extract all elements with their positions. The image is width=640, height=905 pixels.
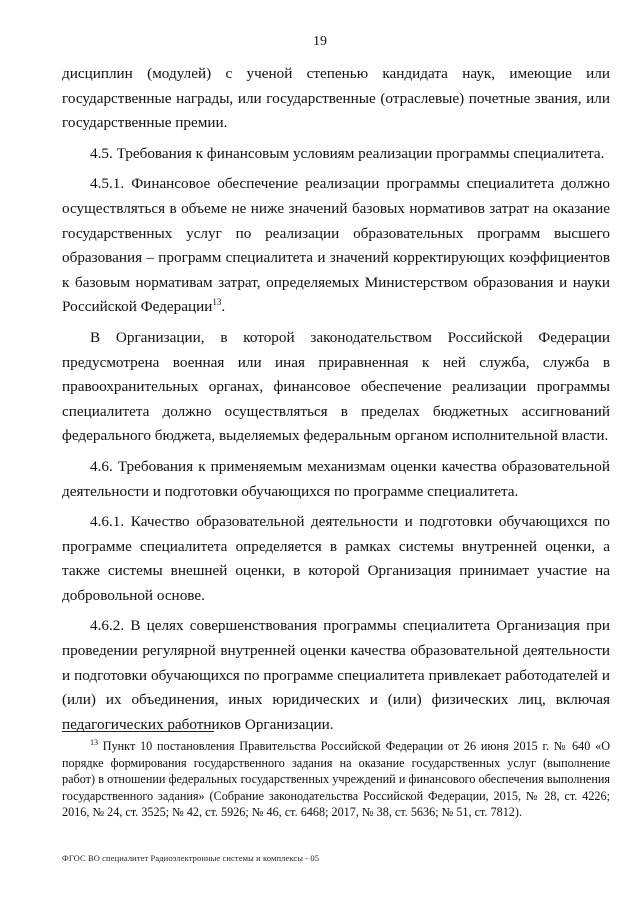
footnote bbox=[62, 738, 610, 821]
footnote-reference[interactable]: 13 bbox=[212, 297, 222, 308]
paragraph-4-5-1 bbox=[62, 172, 610, 320]
paragraph-military: В Организации, в которой законодательством Российской Федерации предусмотрена военная или иная приравненная к ней служба, служба в правоохранительных органах, финансовое обеспечение реализации программы специалитета должно осуществляться в пределах бюджетных ассигнований федерального бюджета, выделяемых федеральным органом исполнительной власти. bbox=[62, 328, 610, 445]
paragraph-4-6-1: 4.6.1. Качество образовательной деятельности и подготовки обучающихся по программе специалитета определяется в рамках системы внутренней оценки, а также системы внешней оценки, в которой Организация принимает участие на добровольной основе. bbox=[62, 513, 610, 604]
paragraph-4-5-1-text: 4.5.1. Финансовое обеспечение реализации программы специалитета должно осуществляться в объеме не ниже значений базовых нормативов затрат на оказание государственных услуг по реализации образовательных программ высшего образования – программ специалитета и значений корректирующих коэффициентов к базовым нормативам затрат, определяемых Министерством образования и науки Российской Федерации bbox=[62, 175, 610, 316]
paragraph-4-6-2: 4.6.2. В целях совершенствования программы специалитета Организация при проведении регулярной внутренней оценки качества образовательной деятельности и подготовки обучающихся по программе специалитета привлекает работодателей и (или) их объединения, иных юридических и (или) физических лиц, включая педагогических работников Организации. bbox=[62, 617, 610, 733]
footnote-marker: 13 bbox=[90, 737, 98, 747]
body-text bbox=[62, 62, 610, 737]
footnote-text: Пункт 10 постановления Правительства Российской Федерации от 26 июня 2015 г. № 640 «О порядке формирования государственного задания на оказание государственных услуг (выполнение работ) в отношении федеральных государственных учреждений и финансового обеспечения выполнения государственного задания» (Собрание законодательства Российской Федерации, 2015, № 28, ст. 4226; 2016, № 24, ст. 3525; № 42, ст. 5926; № 46, ст. 6468; 2017, № 38, ст. 5636; № 51, ст. 7812). bbox=[62, 739, 610, 820]
paragraph-continuation: дисциплин (модулей) с ученой степенью кандидата наук, имеющие или государственные награды, или государственные (отраслевые) почетные звания, или государственные премии. bbox=[62, 65, 610, 132]
paragraph-end-punct: . bbox=[221, 298, 226, 316]
footnote-divider bbox=[62, 731, 214, 732]
page-number: 19 bbox=[313, 34, 327, 49]
page-footer: ФГОС ВО специалитет Радиоэлектронные системы и комплексы - 05 bbox=[62, 853, 320, 863]
paragraph-4-6: 4.6. Требования к применяемым механизмам оценки качества образовательной деятельности и подготовки обучающихся по программе специалитета. bbox=[62, 457, 610, 500]
paragraph-4-5: 4.5. Требования к финансовым условиям реализации программы специалитета. bbox=[90, 144, 605, 162]
